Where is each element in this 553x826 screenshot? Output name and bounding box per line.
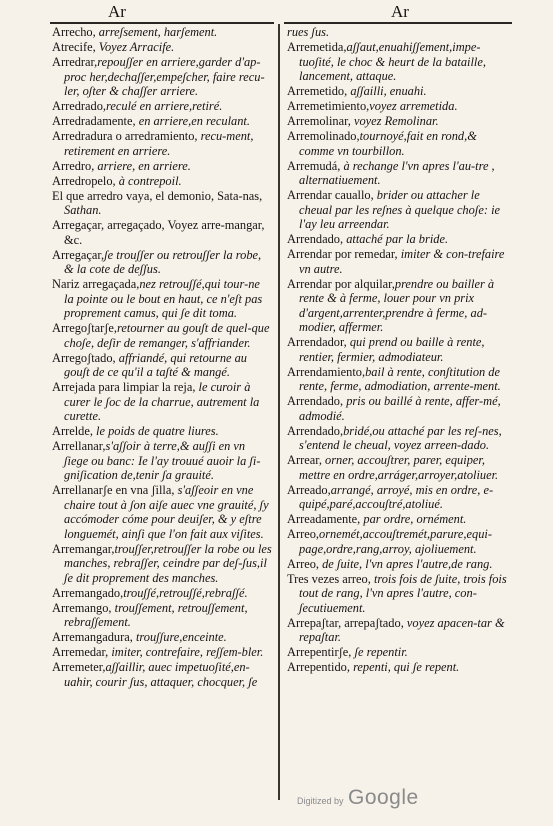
entry-definition: prendre ou bailler à rente & à ferme, louer pour vn prix d'argent,arrenter,prendre à ferme, ad-modier, affermer. (299, 276, 495, 334)
dictionary-entry (52, 25, 272, 40)
dictionary-entry (52, 542, 272, 586)
right-running-header: Ar (391, 2, 409, 21)
entry-definition: pris ou baillé à rente, affer-mé, admodié. (299, 394, 501, 423)
entry-definition: le curoir à curer le ʃoc de la charrue, autrement la curette. (64, 380, 260, 423)
entry-headword: Arrendar por remedar, (287, 247, 401, 261)
dictionary-entry (287, 159, 515, 188)
entry-definition: voyez apacen-tar & repaʃtar. (299, 615, 505, 644)
entry-headword: Arrellanarʃe en vna ʃilla, (52, 483, 178, 497)
right-header-rule (284, 22, 512, 24)
entry-definition: reculé en arriere,retiré. (106, 99, 223, 113)
entry-definition: trouʃʃure,enceinte. (135, 630, 227, 644)
dictionary-entry (52, 99, 272, 114)
right-column (287, 25, 515, 675)
dictionary-entry (52, 114, 272, 129)
dictionary-entry (287, 512, 515, 527)
dictionary-entry (287, 40, 515, 84)
entry-definition: voyez Remolinar. (353, 114, 439, 128)
dictionary-entry (52, 189, 272, 218)
entry-definition: recu-ment, retirement en arriere. (64, 129, 254, 158)
dictionary-entry (52, 129, 272, 158)
column-divider (278, 24, 280, 800)
dictionary-entry (287, 527, 515, 556)
entry-definition: Sathan. (64, 203, 102, 217)
entry-definition: trouʃʃement, retrouʃʃement, rebraʃʃement. (64, 600, 248, 629)
entry-headword: Arremetido, (287, 84, 351, 98)
dictionary-entry (52, 40, 272, 55)
entry-definition: aʃʃaillir, auec impetuoʃité,en-uahir, courir ʃus, attaquer, chocquer, ʃe (64, 660, 258, 689)
google-logo: Google (347, 786, 419, 809)
dictionary-entry (52, 321, 272, 350)
entry-definition: ʃe repentir. (354, 645, 408, 659)
entry-headword: Arredradura o arredramiento, (52, 129, 201, 143)
entry-definition: par ordre, ornément. (363, 512, 467, 526)
entry-headword: Arreo, (287, 556, 323, 571)
dictionary-entry (287, 247, 515, 276)
dictionary-entry (52, 277, 272, 321)
dictionary-entry (287, 232, 515, 247)
dictionary-entry (52, 601, 272, 630)
entry-headword: Arremolinado, (287, 129, 360, 143)
entry-definition: nez retrouʃʃé,qui tour-ne la pointe ou le bout en haut, ce n'eʃt pas proprement camus, qui ʃe dit toma. (64, 277, 263, 320)
entry-definition: attaché par la bride. (346, 232, 449, 246)
entry-headword: Atrecife, (52, 40, 99, 54)
dictionary-entry (287, 129, 515, 158)
digitization-watermark (297, 786, 419, 810)
entry-headword: Arremeter, (52, 660, 106, 674)
dictionary-entry (52, 159, 272, 174)
dictionary-entry (287, 114, 515, 129)
entry-definition: brider ou attacher le cheual par les reʃnes à quelque choʃe: ie l'ay leu arreendar. (299, 188, 501, 231)
entry-headword: Arrear, (287, 453, 326, 467)
entry-definition: ornemét,accouʃtremét,parure,equi-page,ordre,rang,arroy, ajoliuement. (299, 527, 492, 556)
entry-definition: trouʃʃer,retrouʃʃer la robe ou les manches, rebraʃʃer, ceindre par deʃ-ʃus,il ʃe dit proprement des manches. (64, 541, 272, 585)
entry-headword: Arregaçar, arregaçado, Voyez arre-mangar, &c. (52, 218, 265, 247)
entry-definition: arreʃsement, harʃement. (98, 25, 218, 39)
entry-headword: Arreado, (287, 482, 331, 497)
dictionary-entry (52, 424, 272, 439)
entry-headword: Arremangado, (52, 585, 124, 600)
entry-definition: à contrepoil. (118, 173, 182, 188)
dictionary-entry (52, 483, 272, 541)
left-column (52, 25, 272, 690)
entry-headword: Arrendador, (287, 335, 350, 349)
dictionary-entry (287, 335, 515, 364)
dictionary-entry (287, 660, 515, 675)
dictionary-entry (52, 645, 272, 660)
dictionary-entry (52, 660, 272, 689)
entry-definition: ʃe trouʃʃer ou retrouʃʃer la robe, & la cote de deʃʃus. (64, 247, 262, 276)
entry-headword: Arredrado, (52, 99, 107, 113)
entry-definition: s'aʃʃoir à terre,& auʃʃi en vn ʃiege ou banc: Ie l'ay trouué auoir la ʃi-gniʃication de,tenir ʃa grauité. (64, 439, 261, 482)
dictionary-entry (287, 483, 515, 512)
dictionary-entry (52, 351, 272, 380)
dictionary-entry (287, 453, 515, 482)
entry-definition: repenti, qui ʃe repent. (353, 660, 460, 674)
dictionary-entry (52, 248, 272, 277)
entry-headword: Arregoʃtado, (52, 350, 119, 365)
dictionary-entry (52, 174, 272, 189)
entry-headword: Nariz arregaçada, (52, 277, 140, 291)
entry-definition: repouʃʃer en arriere,garder d'ap-proc her,dechaʃʃer,empeʃcher, faire recu-ler, oʃter & chaʃʃer arriere. (64, 55, 265, 98)
entry-headword: Arrelde, (52, 424, 97, 438)
dictionary-entry (287, 424, 515, 453)
entry-headword: Arremedar, (52, 645, 112, 659)
dictionary-entry (52, 55, 272, 99)
dictionary-entry (52, 630, 272, 645)
entry-definition: affriandé, qui retourne au gouʃt de ce qu'il a taʃté & mangé. (64, 350, 248, 379)
left-running-header: Ar (108, 2, 126, 21)
entry-definition: à rechange l'vn apres l'au-tre , alternatiuement. (299, 158, 495, 187)
entry-definition: s'aʃʃeoir en vne chaire tout à ʃon aiʃe auec vne grauité, ʃy accómoder cóme pour deuiʃer, & y eʃtre longuemét, ainʃi que l'on fait aux viʃites. (64, 483, 269, 541)
entry-definition: imiter & con-trefaire vn autre. (299, 247, 505, 276)
entry-definition: retourner au gouʃt de quel-que choʃe, deʃir de remanger, s'affriander. (64, 321, 270, 350)
dictionary-entry (52, 380, 272, 424)
dictionary-entry (287, 645, 515, 660)
dictionary-entry (287, 616, 515, 645)
dictionary-entry (287, 277, 515, 335)
entry-definition: orner, accouʃtrer, parer, equiper, mettre en ordre,arráger,arroyer,atoliuer. (299, 453, 499, 482)
entry-headword: Arremudá, (287, 158, 344, 173)
entry-headword: Arredrar, (52, 55, 98, 69)
entry-definition: en arriere,en reculant. (135, 114, 250, 128)
entry-definition: tournoyé,fait en rond,& comme vn tourbillon. (299, 129, 477, 158)
entry-definition: aʃʃailli, enuahi. (350, 84, 427, 98)
entry-headword: Arremetida, (287, 40, 347, 54)
entry-definition: trois fois de ʃuite, trois fois tout de rang, l'vn apres l'autre, con-ʃecutiuement. (299, 571, 507, 615)
entry-definition: voyez arremetida. (369, 99, 458, 113)
entry-headword: Arrendado, (287, 394, 347, 408)
digitized-by-text: Digitized by (297, 796, 344, 806)
entry-definition: arriere, en arriere. (97, 158, 191, 173)
entry-headword: El que arredro vaya, el demonio, Sata-nas, (52, 188, 263, 203)
entry-headword: Arreo, (287, 527, 319, 541)
entry-definition: qui prend ou baille à rente, rentier, fermier, admodiateur. (299, 335, 485, 364)
entry-definition: imiter, contrefaire, reʃʃem-bler. (111, 645, 264, 659)
entry-headword: Arregoʃtarʃe, (52, 321, 118, 335)
entry-headword: Arremolinar, (287, 114, 354, 128)
entry-headword: Arregaçar, (52, 247, 105, 262)
dictionary-entry (52, 439, 272, 483)
dictionary-entry (287, 84, 515, 99)
entry-headword: Arremetimiento, (287, 99, 370, 113)
entry-headword: Arrejada para limpiar la reja, (52, 380, 199, 394)
entry-headword: Arredradamente, (52, 114, 136, 128)
entry-headword: Arrendado, (287, 423, 344, 438)
entry-headword: Arremango, (52, 600, 115, 615)
entry-headword: Arredro, (52, 158, 98, 173)
entry-headword: Arrepaʃtar, arrepaʃtado, (287, 615, 407, 630)
entry-definition: arrangé, arroyé, mis en ordre, e-quipé,paré,accouʃtré,atoliué. (299, 482, 494, 511)
entry-headword: Arremangar, (52, 541, 115, 556)
entry-headword: Arrendamiento, (287, 364, 366, 379)
dictionary-entry (52, 586, 272, 601)
entry-headword: Arreadamente, (287, 512, 364, 526)
entry-definition: trouʃʃé,retrouʃʃé,rebraʃʃé. (123, 585, 248, 600)
dictionary-entry (287, 25, 515, 40)
entry-headword: Arrepentido, (287, 660, 354, 674)
entry-definition: de ʃuite, l'vn apres l'autre,de rang. (322, 556, 493, 571)
entry-headword: Arrepentirʃe, (287, 645, 355, 659)
entry-headword: Arrellanar, (52, 439, 106, 453)
entry-definition: le poids de quatre liures. (96, 424, 219, 438)
entry-headword: Arremangadura, (52, 630, 136, 644)
dictionary-entry (287, 99, 515, 114)
entry-definition: Voyez Arracife. (98, 40, 175, 54)
entry-definition: bail à rente, conʃtitution de rente, ferme, admodiation, arrente-ment. (299, 364, 501, 393)
dictionary-entry (52, 218, 272, 247)
dictionary-entry (287, 365, 515, 394)
dictionary-entry (287, 572, 515, 616)
entry-headword: Arrendar cauallo, (287, 188, 377, 202)
entry-definition: bridé,ou attaché par les reʃ-nes, s'entend le cheual, voyez arreen-dado. (299, 423, 502, 452)
entry-headword: Arredropelo, (52, 173, 119, 188)
entry-headword: Arrendar por alquilar, (287, 276, 395, 291)
entry-headword: Tres vezes arreo, (287, 571, 374, 586)
dictionary-entry (287, 188, 515, 232)
dictionary-entry (287, 557, 515, 572)
entry-definition: aʃʃaut,enuahiʃʃement,impe-tuoʃité, le choc & heurt de la bataille, lancement, attaque. (299, 40, 486, 83)
left-header-rule (50, 22, 274, 24)
dictionary-entry (287, 394, 515, 423)
entry-headword: Arrendado, (287, 232, 347, 246)
entry-definition: rues ʃus. (287, 25, 330, 39)
entry-headword: Arrecho, (52, 25, 99, 39)
